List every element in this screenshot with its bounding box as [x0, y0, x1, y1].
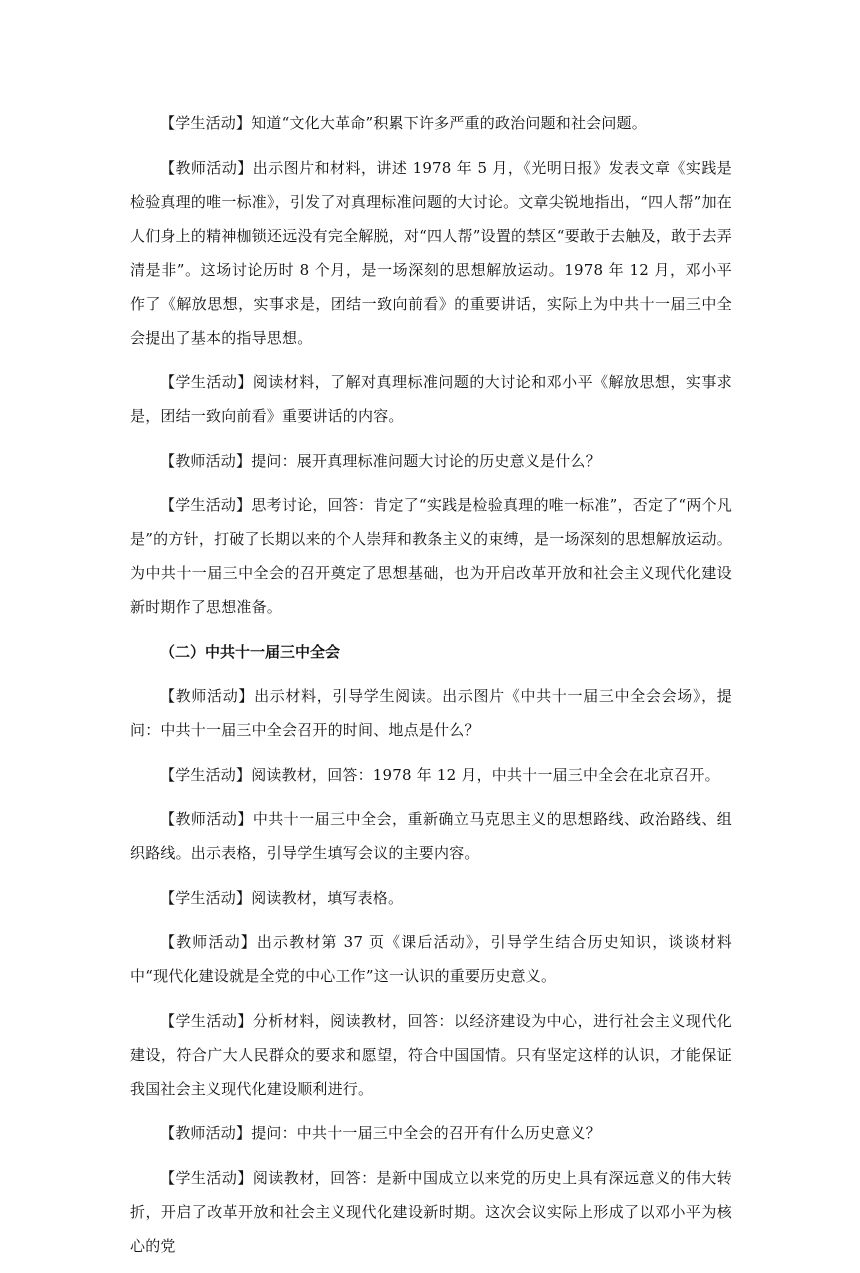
paragraph-student-5: [130, 881, 732, 915]
activity-tag: 【学生活动】: [160, 496, 252, 514]
paragraph-text: 出示材料，引导学生阅读。出示图片《中共十一届三中全会会场》，提问：中共十一届三中全会召开的时间、地点是什么？: [130, 687, 732, 739]
paragraph-text: 分析材料，阅读教材，回答：以经济建设为中心，进行社会主义现代化建设，符合广大人民群众的要求和愿望，符合中国国情。只有坚定这样的认识，才能保证我国社会主义现代化建设顺利进行。: [130, 1011, 732, 1098]
paragraph-teacher-1: [130, 151, 732, 355]
activity-tag: 【教师活动】: [160, 451, 252, 470]
paragraph-teacher-3: [130, 679, 732, 747]
paragraph-student-6: [130, 1004, 732, 1106]
activity-tag: 【学生活动】: [160, 765, 252, 784]
activity-tag: 【教师活动】: [160, 687, 255, 705]
activity-tag: 【教师活动】: [160, 1124, 252, 1142]
paragraph-text: 阅读材料，了解对真理标准问题的大讨论和邓小平《解放思想，实事求是，团结一致向前看》重要讲话的内容。: [130, 373, 732, 425]
activity-tag: 【学生活动】: [160, 1168, 253, 1187]
paragraph-student-2: [130, 365, 732, 433]
activity-tag: 【教师活动】: [160, 933, 257, 951]
paragraph-text: 出示教材第 37 页《课后活动》，引导学生结合历史知识，谈谈材料中“现代化建设就是全党的中心工作”这一认识的重要历史意义。: [130, 933, 732, 985]
paragraph-teacher-2: [130, 444, 732, 478]
document-page: [130, 106, 732, 1273]
paragraph-student-7: [130, 1161, 732, 1263]
paragraph-text: 阅读教材，回答：是新中国成立以来党的历史上具有深远意义的伟大转折，开启了改革开放和社会主义现代化建设新时期。这次会议实际上形成了以邓小平为核心的党: [130, 1168, 732, 1255]
section-heading: （二）中共十一届三中全会: [160, 642, 341, 661]
paragraph-student-1: [130, 106, 732, 140]
paragraph-text: 提问：中共十一届三中全会的召开有什么历史意义？: [251, 1124, 601, 1142]
paragraph-teacher-5: [130, 925, 732, 993]
activity-tag: 【教师活动】: [160, 810, 253, 828]
paragraph-student-3: [130, 488, 732, 624]
activity-tag: 【教师活动】: [160, 158, 253, 177]
paragraph-text: 阅读教材，填写表格。: [251, 888, 404, 907]
activity-tag: 【学生活动】: [160, 373, 253, 391]
paragraph-text: 中共十一届三中全会，重新确立马克思主义的思想路线、政治路线、组织路线。出示表格，引导学生填写会议的主要内容。: [130, 810, 732, 862]
paragraph-text: 阅读教材，回答：1978 年 12 月，中共十一届三中全会在北京召开。: [251, 765, 720, 784]
paragraph-student-4: [130, 758, 732, 792]
activity-tag: 【学生活动】: [160, 888, 252, 907]
paragraph-text: 出示图片和材料，讲述 1978 年 5 月，《光明日报》发表文章《实践是检验真理的唯一标准》，引发了对真理标准问题的大讨论。文章尖锐地指出，“四人帮”加在人们身上的精神枷锁还远没有完全解脱，对“四人帮”设置的禁区“要敢于去触及，敢于去弄清是非”。这场讨论历时 8 个月，是一场深刻的思想解放运动。1978 年 12 月，邓小平作了《解放思想，实事求是，团结一致向前看》的重要讲话，实际上为中共十一届三中全会提出了基本的指导思想。: [130, 158, 733, 347]
paragraph-text: 思考讨论，回答：肯定了“实践是检验真理的唯一标准”，否定了“两个凡是”的方针，打破了长期以来的个人崇拜和教条主义的束缚，是一场深刻的思想解放运动。为中共十一届三中全会的召开奠定了思想基础，也为开启改革开放和社会主义现代化建设新时期作了思想准备。: [130, 496, 732, 616]
paragraph-teacher-6: [130, 1116, 732, 1150]
activity-tag: 【学生活动】: [160, 1011, 253, 1030]
paragraph-teacher-4: [130, 802, 732, 870]
activity-tag: 【学生活动】: [160, 114, 252, 132]
paragraph-text: 知道“文化大革命”积累下许多严重的政治问题和社会问题。: [251, 114, 647, 132]
paragraph-text: 提问：展开真理标准问题大讨论的历史意义是什么？: [251, 451, 601, 470]
